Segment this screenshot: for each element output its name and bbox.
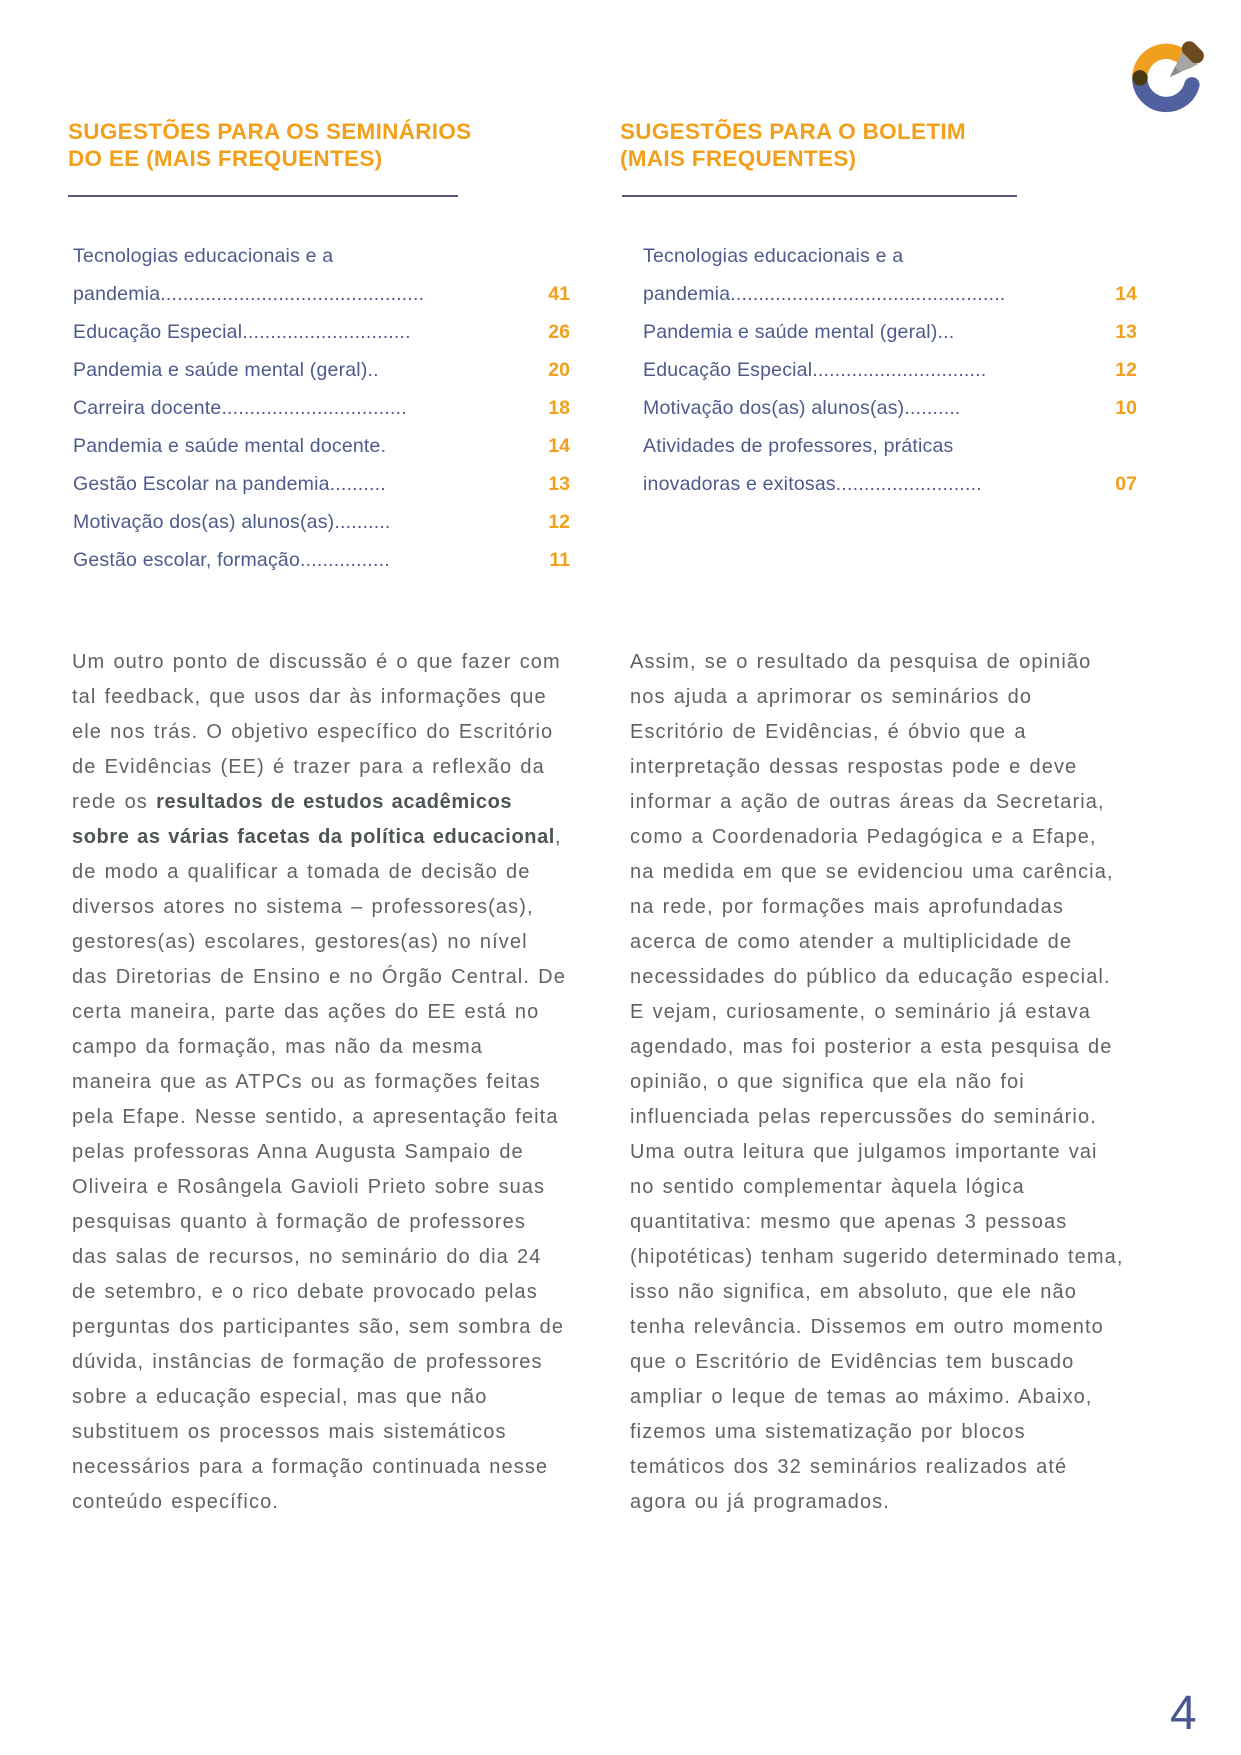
logo-dark-dot [1132,70,1147,85]
toc-item-label: inovadoras e exitosas.......................... [643,473,982,495]
toc-item-label: Pandemia e saúde mental (geral).. [73,359,379,381]
toc-list-boletim [643,245,1137,511]
body-paragraph-left [72,645,569,1520]
toc-item [73,359,570,397]
toc-item-value: 14 [548,435,570,457]
left-heading-rule [68,195,458,197]
toc-item [73,283,570,321]
toc-item-label: Pandemia e saúde mental (geral)... [643,321,955,343]
toc-item-label: Educação Especial.............................. [73,321,411,343]
logo-pencil-wood [1189,49,1196,56]
right-heading-rule [622,195,1017,197]
toc-item-value: 18 [548,397,570,419]
toc-item [643,473,1137,511]
body-column-left [72,645,569,1520]
body-left-bold-run: resultados de estudos acadêmicos sobre as várias facetas da política educacional [72,791,555,848]
toc-item-value: 12 [1115,359,1137,381]
left-section-title [68,118,471,172]
body-left-pre: Um outro ponto de discussão é o que fazer com tal feedback, que usos dar às informações que ele nos trás. O objetivo específico do Escritório de Evidências (EE) é trazer para a reflexão da rede os [72,651,561,813]
toc-item-value: 20 [548,359,570,381]
toc-item [643,359,1137,397]
pencil-letter-e-logo-icon [1124,30,1214,124]
toc-item [643,283,1137,321]
toc-item-label: Pandemia e saúde mental docente. [73,435,387,457]
body-paragraph-right-1: Assim, se o resultado da pesquisa de opinião nos ajuda a aprimorar os seminários do Escritório de Evidências, é óbvio que a interpretação dessas respostas pode e deve informar a ação de outras áreas da Secretaria, como a Coordenadoria Pedagógica e a Efape, na medida em que se evidenciou uma carência, na rede, por formações mais aprofundadas acerca de como atender a multiplicidade de necessidades do público da educação especial. E vejam, curiosamente, o seminário já estava agendado, mas foi posterior a esta pesquisa de opinião, o que significa que ela não foi influenciada pelas repercussões do seminário. [630,651,1114,1128]
toc-item [73,397,570,435]
toc-item-value: 14 [1115,283,1137,305]
logo-blue-arc [1140,81,1192,104]
toc-item [73,245,570,283]
toc-item-value: 26 [548,321,570,343]
toc-item-label: Atividades de professores, práticas [643,435,954,457]
toc-item-label: Motivação dos(as) alunos(as).......... [73,511,391,533]
page-number: 4 [1170,1687,1197,1740]
toc-item-value: 13 [548,473,570,495]
body-column-right [630,645,1127,1520]
left-section-title-line2: DO EE (MAIS FREQUENTES) [68,146,383,171]
toc-item [643,397,1137,435]
toc-item-label: Tecnologias educacionais e a [643,245,904,267]
right-section-title-line2: (MAIS FREQUENTES) [620,146,857,171]
toc-item-label: Tecnologias educacionais e a [73,245,334,267]
toc-item-value: 12 [548,511,570,533]
toc-item [73,321,570,359]
toc-item-value: 07 [1115,473,1137,495]
toc-item-label: Gestão Escolar na pandemia.......... [73,473,386,495]
toc-item-value: 11 [549,549,570,571]
toc-item-label: pandemia................................................. [643,283,1006,305]
toc-item-label: Educação Especial............................... [643,359,987,381]
toc-item-value: 41 [548,283,570,305]
toc-item [643,435,1137,473]
left-section-title-line1: SUGESTÕES PARA OS SEMINÁRIOS [68,119,472,144]
toc-item-value: 10 [1115,397,1137,419]
toc-item [73,549,570,587]
toc-item [643,321,1137,359]
toc-item-label: pandemia............................................... [73,283,425,305]
right-section-title-line1: SUGESTÕES PARA O BOLETIM [620,119,966,144]
body-paragraph-right-2: Uma outra leitura que julgamos importante vai no sentido complementar àquela lógica quantitativa: mesmo que apenas 3 pessoas (hipotéticas) tenham sugerido determinado tema, isso não significa, em absoluto, que ele não tenha relevância. Dissemos em outro momento que o Escritório de Evidências tem buscado ampliar o leque de temas ao máximo. Abaixo, fizemos uma sistematização por blocos temáticos dos 32 seminários realizados até agora ou já programados. [630,1141,1124,1513]
toc-item-label: Carreira docente................................. [73,397,407,419]
body-left-post: , de modo a qualificar a tomada de decisão de diversos atores no sistema – professores(as), gestores(as) escolares, gestores(as) no nível das Diretorias de Ensino e no Órgão Central. De certa maneira, parte das ações do EE está no campo da formação, mas não da mesma maneira que as ATPCs ou as formações feitas pela Efape. Nesse sentido, a apresentação feita pelas professoras Anna Augusta Sampaio de Oliveira e Rosângela Gavioli Prieto sobre suas pesquisas quanto à formação de professores das salas de recursos, no seminário do dia 24 de setembro, e o rico debate provocado pelas perguntas dos participantes são, sem sombra de dúvida, instâncias de formação de professores sobre a educação especial, mas que não substituem os processos mais sistemáticos necessários para a formação continuada nesse conteúdo específico. [72,826,566,1513]
right-section-title [620,118,966,172]
toc-item [73,473,570,511]
toc-item-label: Motivação dos(as) alunos(as).......... [643,397,961,419]
toc-item [643,245,1137,283]
toc-item [73,511,570,549]
toc-item [73,435,570,473]
toc-list-seminarios [73,245,570,587]
toc-item-label: Gestão escolar, formação................ [73,549,390,571]
toc-item-value: 13 [1115,321,1137,343]
